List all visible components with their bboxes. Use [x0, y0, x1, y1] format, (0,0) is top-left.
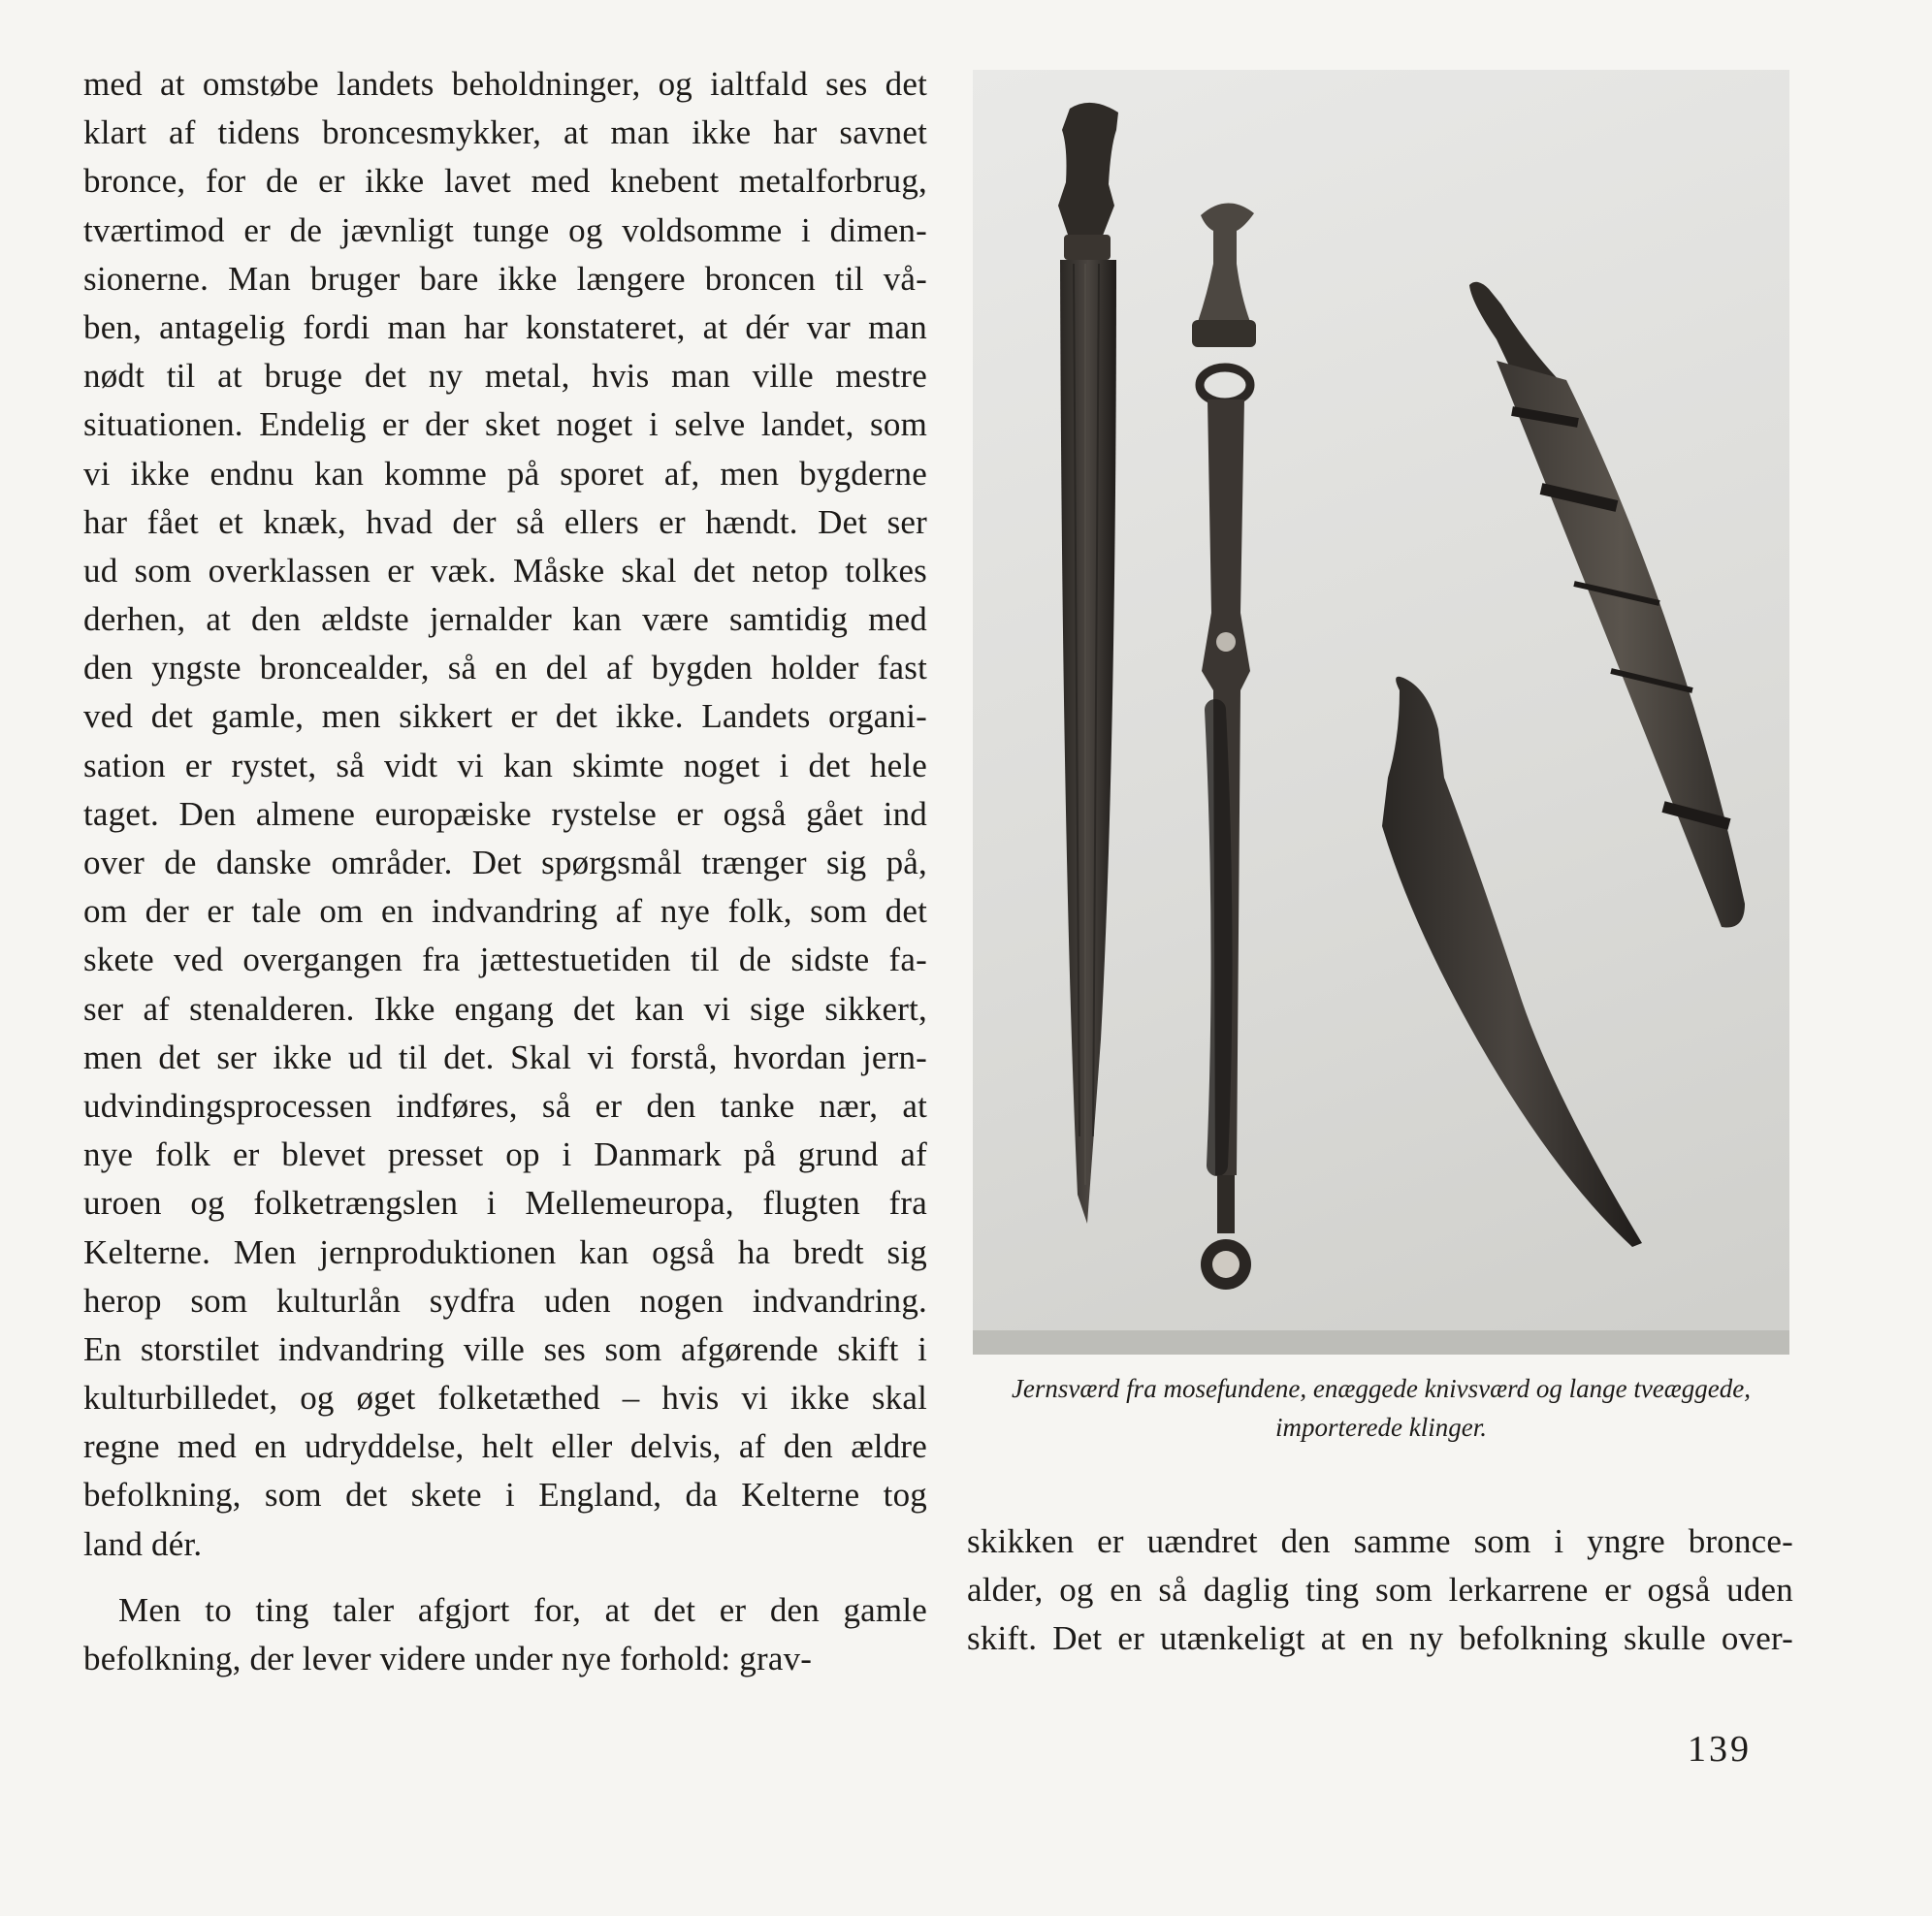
- text-line: om der er tale om en indvandring af nye folk, som det: [83, 892, 927, 931]
- text-line: regne med en udryddelse, helt eller delvis, af den ældre: [83, 1427, 927, 1466]
- text-line: taget. Den almene europæiske rystelse er også gået ind: [83, 794, 927, 833]
- text-line: derhen, at den ældste jernalder kan være samtidig med: [83, 600, 927, 639]
- text-line: ved det gamle, men sikkert er det ikke. Landets organi-: [83, 697, 927, 736]
- text-line: har fået et knæk, hvad der så ellers er hændt. Det ser: [83, 502, 927, 541]
- text-line: ud som overklassen er væk. Måske skal det netop tolkes: [83, 551, 927, 590]
- text-line: uroen og folketrængslen i Mellemeuropa, flugten fra: [83, 1184, 927, 1223]
- text-line: alder, og en så daglig ting som lerkarrene er også uden: [967, 1571, 1793, 1610]
- text-line: ser af stenalderen. Ikke engang det kan vi sige sikkert,: [83, 989, 927, 1028]
- text-line: situationen. Endelig er der sket noget i selve landet, som: [83, 405, 927, 444]
- swords-photograph: [973, 70, 1789, 1355]
- text-line: klart af tidens broncesmykker, at man ikke har savnet: [83, 113, 927, 152]
- text-line: Kelterne. Men jernproduktionen kan også ha bredt sig: [83, 1232, 927, 1271]
- single-edged-knife: [1382, 677, 1642, 1247]
- ornamented-sword: [1192, 203, 1256, 1290]
- text-line: men det ser ikke ud til det. Skal vi forstå, hvordan jern-: [83, 1038, 927, 1076]
- text-line: den yngste broncealder, så en del af bygden holder fast: [83, 649, 927, 687]
- text-line: vi ikke endnu kan komme på sporet af, men bygderne: [83, 454, 927, 493]
- text-line: bronce, for de er ikke lavet med knebent metalforbrug,: [83, 162, 927, 201]
- sheathed-knife: [1469, 282, 1745, 928]
- swords-illustration: [973, 70, 1789, 1355]
- paragraph-2: [83, 1586, 927, 1683]
- text-line: nødt til at bruge det ny metal, hvis man ville mestre: [83, 357, 927, 396]
- text-line: nye folk er blevet presset op i Danmark på grund af: [83, 1135, 927, 1174]
- text-line: skete ved overgangen fra jættestuetiden til de sidste fa-: [83, 941, 927, 979]
- text-line: sionerne. Man bruger bare ikke længere broncen til vå-: [83, 259, 927, 298]
- right-text-column: [967, 1517, 1793, 1664]
- text-line: tværtimod er de jævnligt tunge og voldsomme i dimen-: [83, 210, 927, 249]
- text-line: skift. Det er utænkeligt at en ny befolkning skulle over-: [967, 1619, 1793, 1658]
- text-line: befolkning, som det skete i England, da Kelterne tog: [83, 1476, 927, 1515]
- text-line: land dér.: [83, 1524, 203, 1563]
- page-number: 139: [1688, 1729, 1752, 1770]
- caption-line-2: importerede klinger.: [1275, 1413, 1487, 1442]
- text-line: over de danske områder. Det spørgsmål trænger sig på,: [83, 844, 927, 881]
- left-text-column: [83, 60, 927, 1683]
- caption-line-1: Jernsværd fra mosefundene, enæggede knivsværd og lange tveæggede,: [1011, 1374, 1752, 1403]
- text-line: med at omstøbe landets beholdninger, og ialtfald ses det: [83, 65, 927, 103]
- text-line: udvindingsprocessen indføres, så er den tanke nær, at: [83, 1086, 927, 1125]
- text-line: ben, antagelig fordi man har konstateret, at dér var man: [83, 307, 927, 346]
- text-line: skikken er uændret den samme som i yngre bronce-: [967, 1522, 1793, 1560]
- iron-sword: [1058, 103, 1118, 1224]
- text-line: sation er rystet, så vidt vi kan skimte noget i det hele: [83, 746, 927, 784]
- text-line: herop som kulturlån sydfra uden nogen indvandring.: [83, 1281, 927, 1320]
- figure-caption: [965, 1369, 1797, 1447]
- text-line: kulturbilledet, og øget folketæthed – hvis vi ikke skal: [83, 1379, 927, 1418]
- text-line: befolkning, der lever videre under nye forhold: grav-: [83, 1640, 813, 1677]
- paragraph-1: [83, 60, 927, 1569]
- text-line: En storstilet indvandring ville ses som afgørende skift i: [83, 1329, 927, 1368]
- text-line: Men to ting taler afgjort for, at det er den gamle: [118, 1590, 927, 1629]
